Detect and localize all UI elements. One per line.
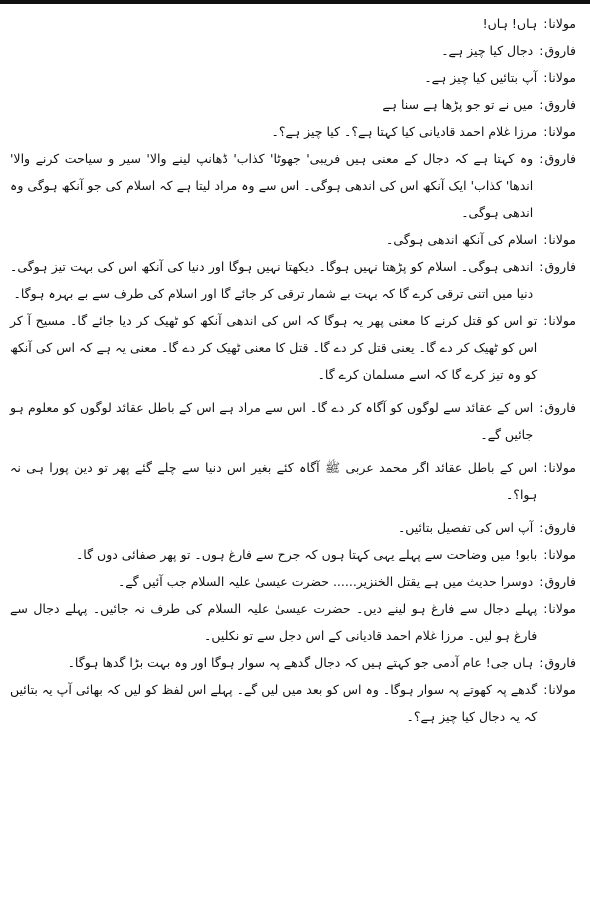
speech-text: بابو! میں وضاحت سے پہلے یہی کہتا ہوں کہ جرح سے فارغ ہوں۔ تو پھر صفائی دوں گا۔ — [75, 547, 538, 562]
dialogue-turn-1 — [10, 10, 576, 37]
speech-text: گدھے پہ کھوتے پہ سوار ہوگا۔ وہ اس کو بعد میں لیں گے۔ پہلے اس لفظ کو لیں کہ بھائی آپ یہ بتائیں کہ یہ دجال کیا چیز ہے؟۔ — [10, 682, 538, 724]
speaker-label: مولانا : — [537, 676, 576, 703]
speaker-label: مولانا : — [537, 541, 576, 568]
dialogue-turn-4 — [10, 91, 576, 118]
speaker-label: مولانا : — [537, 454, 576, 481]
speaker-label: فاروق : — [533, 253, 576, 280]
dialogue-turn-13 — [10, 541, 576, 568]
speaker-label: مولانا : — [537, 307, 576, 334]
speaker-label: مولانا : — [537, 595, 576, 622]
speech-text: ہاں جی! عام آدمی جو کہتے ہیں کہ دجال گدھے پہ سوار ہوگا اور وہ بہت بڑا گدھا ہوگا۔ — [67, 655, 534, 670]
dialogue-turn-16 — [10, 649, 576, 676]
speaker-label: مولانا : — [537, 64, 576, 91]
speech-text: اندھی ہوگی۔ اسلام کو پڑھتا نہیں ہوگا۔ دیکھتا نہیں ہوگا اور دنیا کی آنکھ اس کی بہت تیز ہوگی۔ دنیا میں اتنی ترقی کرے گا کہ بہت بے شمار ترقی کر جائے گا اور اسلام کی طرف سے بے بہرہ ہوگا۔ — [10, 259, 534, 301]
dialogue-turn-8 — [10, 253, 576, 307]
speech-text: اسلام کی آنکھ اندھی ہوگی۔ — [386, 232, 538, 247]
speaker-label: فاروق : — [533, 37, 576, 64]
speech-text: میں نے تو جو پڑھا ہے سنا ہے — [382, 97, 534, 112]
speech-text: دوسرا حدیث میں ہے یقتل الخنزیر...... حضرت عیسیٰ علیہ السلام جب آئیں گے۔ — [117, 574, 534, 589]
speech-text: دجال کیا چیز ہے۔ — [441, 43, 534, 58]
speech-text: آپ بتائیں کیا چیز ہے۔ — [424, 70, 538, 85]
dialogue-turn-3 — [10, 64, 576, 91]
speaker-label: فاروق : — [533, 145, 576, 172]
dialogue-turn-9 — [10, 307, 576, 388]
speaker-label: فاروق : — [533, 568, 576, 595]
dialogue-turn-2 — [10, 37, 576, 64]
dialogue-turn-11 — [10, 454, 576, 508]
speaker-label: فاروق : — [533, 514, 576, 541]
speech-text: آپ اس کی تفصیل بتائیں۔ — [397, 520, 534, 535]
top-rule — [0, 0, 590, 4]
speech-text: وہ کہتا ہے کہ دجال کے معنی ہیں فریبی' جھوٹا' کذاب' ڈھانپ لینے والا' سیر و سیاحت کرنے والا' اندھا' کذاب' ایک آنکھ اس کی اندھی ہوگی۔ اس سے وہ مراد لیتا ہے کہ اسلام کی جو آنکھ ہوگی وہ اندھی ہوگی۔ — [10, 151, 534, 220]
speaker-label: فاروق : — [533, 649, 576, 676]
speaker-label: مولانا : — [537, 226, 576, 253]
dialogue — [10, 10, 576, 730]
dialogue-turn-6 — [10, 145, 576, 226]
speaker-label: مولانا : — [537, 118, 576, 145]
speaker-label: مولانا : — [537, 10, 576, 37]
speech-text: تو اس کو قتل کرنے کا معنی پھر یہ ہوگا کہ اس کی اندھی آنکھ کو ٹھیک کر دیا جائے گا۔ مسیح آ کر اس کو ٹھیک کر دے گا۔ یعنی قتل کر دے گا۔ قتل کا معنی ٹھیک کر دے گا۔ معنی یہ ہے کہ اس کی آنکھ کو وہ تیز کرے گا کہ اسے مسلمان کرے گا۔ — [10, 313, 538, 382]
dialogue-turn-12 — [10, 514, 576, 541]
dialogue-turn-5 — [10, 118, 576, 145]
speech-text: اس کے باطل عقائد اگر محمد عربی ﷺ آگاہ کئے بغیر اس دنیا سے چلے گئے پھر تو دین پورا ہی نہ ہوا؟۔ — [10, 460, 538, 502]
dialogue-turn-10 — [10, 394, 576, 448]
dialogue-turn-15 — [10, 595, 576, 649]
speech-text: مرزا غلام احمد قادیانی کیا کہتا ہے؟۔ کیا چیز ہے؟۔ — [271, 124, 538, 139]
dialogue-turn-17 — [10, 676, 576, 730]
speech-text: پہلے دجال سے فارغ ہو لینے دیں۔ حضرت عیسیٰ علیہ السلام کی طرف نہ جائیں۔ پہلے دجال سے فارغ ہو لیں۔ مرزا غلام احمد قادیانی کے اس دجل سے تو نکلیں۔ — [10, 601, 538, 643]
speech-text: ہاں! ہاں! — [482, 16, 538, 31]
speaker-label: فاروق : — [533, 394, 576, 421]
dialogue-turn-7 — [10, 226, 576, 253]
speaker-label: فاروق : — [533, 91, 576, 118]
speech-text: اس کے عقائد سے لوگوں کو آگاہ کر دے گا۔ اس سے مراد ہے اس کے باطل عقائد لوگوں کو معلوم ہو جائیں گے۔ — [10, 400, 534, 442]
dialogue-turn-14 — [10, 568, 576, 595]
